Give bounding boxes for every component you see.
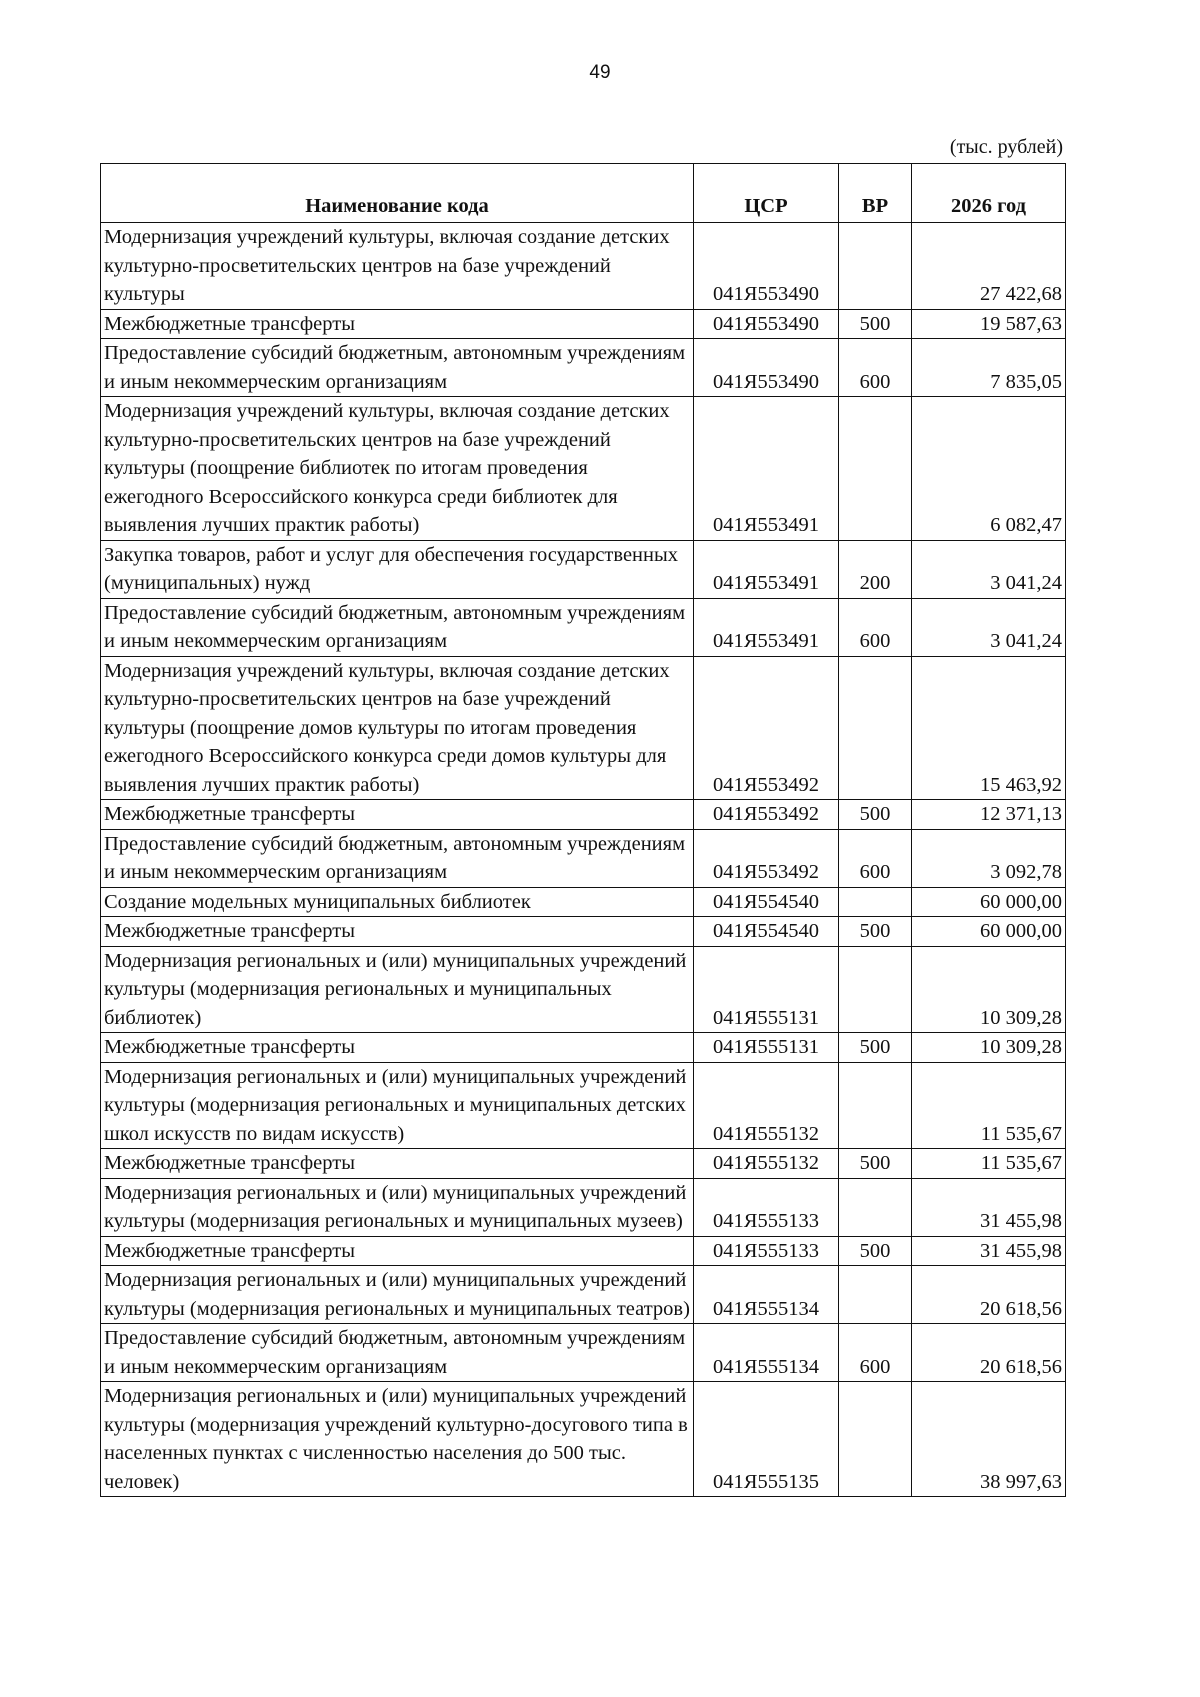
cell-name: Предоставление субсидий бюджетным, автономным учреждениям и иным некоммерческим организациям	[101, 598, 694, 656]
cell-vr	[839, 656, 912, 800]
cell-name: Межбюджетные трансферты	[101, 1149, 694, 1179]
cell-amount: 31 455,98	[912, 1236, 1066, 1266]
cell-vr	[839, 1382, 912, 1497]
cell-amount: 3 041,24	[912, 540, 1066, 598]
cell-name: Модернизация региональных и (или) муниципальных учреждений культуры (модернизация региональных и муниципальных музеев)	[101, 1178, 694, 1236]
cell-vr	[839, 223, 912, 310]
cell-vr: 600	[839, 829, 912, 887]
table-row	[101, 1149, 1066, 1179]
page-number: 49	[589, 62, 611, 83]
table-body	[101, 223, 1066, 1497]
header-vr: ВР	[839, 164, 912, 223]
table-row	[101, 540, 1066, 598]
cell-csr: 041Я553491	[694, 397, 839, 541]
header-csr: ЦСР	[694, 164, 839, 223]
table-row	[101, 1266, 1066, 1324]
table-row	[101, 223, 1066, 310]
cell-csr: 041Я555134	[694, 1266, 839, 1324]
table-row	[101, 829, 1066, 887]
table-row	[101, 1062, 1066, 1149]
cell-name: Модернизация учреждений культуры, включая создание детских культурно-просветительских центров на базе учреждений культуры (поощрение домов культуры по итогам проведения ежегодного Всероссийского конкурса среди домов культуры для выявления лучших практик работы)	[101, 656, 694, 800]
cell-vr: 600	[839, 339, 912, 397]
header-name: Наименование кода	[101, 164, 694, 223]
cell-amount: 20 618,56	[912, 1266, 1066, 1324]
budget-table	[100, 163, 1066, 1497]
cell-csr: 041Я555132	[694, 1149, 839, 1179]
cell-csr: 041Я555133	[694, 1178, 839, 1236]
cell-csr: 041Я555135	[694, 1382, 839, 1497]
table-row	[101, 1178, 1066, 1236]
cell-name: Межбюджетные трансферты	[101, 917, 694, 947]
cell-amount: 11 535,67	[912, 1149, 1066, 1179]
cell-amount: 15 463,92	[912, 656, 1066, 800]
cell-csr: 041Я555132	[694, 1062, 839, 1149]
cell-amount: 38 997,63	[912, 1382, 1066, 1497]
table-row	[101, 339, 1066, 397]
cell-vr: 500	[839, 309, 912, 339]
cell-csr: 041Я554540	[694, 917, 839, 947]
cell-name: Межбюджетные трансферты	[101, 1236, 694, 1266]
cell-vr: 600	[839, 598, 912, 656]
cell-name: Предоставление субсидий бюджетным, автономным учреждениям и иным некоммерческим организациям	[101, 1324, 694, 1382]
cell-vr	[839, 946, 912, 1033]
cell-name: Модернизация учреждений культуры, включая создание детских культурно-просветительских центров на базе учреждений культуры (поощрение библиотек по итогам проведения ежегодного Всероссийского конкурса среди библиотек для выявления лучших практик работы)	[101, 397, 694, 541]
cell-vr	[839, 1266, 912, 1324]
cell-amount: 7 835,05	[912, 339, 1066, 397]
cell-name: Модернизация учреждений культуры, включая создание детских культурно-просветительских центров на базе учреждений культуры	[101, 223, 694, 310]
cell-csr: 041Я555131	[694, 1033, 839, 1063]
cell-vr: 500	[839, 1236, 912, 1266]
cell-csr: 041Я555133	[694, 1236, 839, 1266]
table-row	[101, 1236, 1066, 1266]
table-row	[101, 800, 1066, 830]
cell-name: Межбюджетные трансферты	[101, 800, 694, 830]
cell-csr: 041Я553491	[694, 540, 839, 598]
cell-amount: 60 000,00	[912, 887, 1066, 917]
table-row	[101, 309, 1066, 339]
table-row	[101, 1382, 1066, 1497]
header-amount: 2026 год	[912, 164, 1066, 223]
cell-csr: 041Я553490	[694, 223, 839, 310]
table-header-row	[101, 164, 1066, 223]
cell-vr: 600	[839, 1324, 912, 1382]
cell-amount: 31 455,98	[912, 1178, 1066, 1236]
cell-amount: 60 000,00	[912, 917, 1066, 947]
cell-name: Модернизация региональных и (или) муниципальных учреждений культуры (модернизация региональных и муниципальных библиотек)	[101, 946, 694, 1033]
cell-csr: 041Я553492	[694, 656, 839, 800]
cell-vr	[839, 1062, 912, 1149]
cell-csr: 041Я553490	[694, 309, 839, 339]
table-row	[101, 656, 1066, 800]
cell-amount: 11 535,67	[912, 1062, 1066, 1149]
table-row	[101, 598, 1066, 656]
cell-name: Создание модельных муниципальных библиотек	[101, 887, 694, 917]
cell-name: Предоставление субсидий бюджетным, автономным учреждениям и иным некоммерческим организациям	[101, 829, 694, 887]
cell-csr: 041Я553492	[694, 829, 839, 887]
cell-vr	[839, 887, 912, 917]
cell-name: Закупка товаров, работ и услуг для обеспечения государственных (муниципальных) нужд	[101, 540, 694, 598]
cell-vr: 500	[839, 1149, 912, 1179]
table-row	[101, 887, 1066, 917]
cell-vr: 500	[839, 1033, 912, 1063]
table-row	[101, 1033, 1066, 1063]
table-row	[101, 946, 1066, 1033]
cell-csr: 041Я553491	[694, 598, 839, 656]
cell-name: Межбюджетные трансферты	[101, 309, 694, 339]
cell-name: Модернизация региональных и (или) муниципальных учреждений культуры (модернизация учреждений культурно-досугового типа в населенных пунктах с численностью населения до 500 тыс. человек)	[101, 1382, 694, 1497]
cell-vr: 500	[839, 917, 912, 947]
cell-amount: 3 041,24	[912, 598, 1066, 656]
cell-vr	[839, 1178, 912, 1236]
units-label: (тыс. рублей)	[949, 136, 1063, 158]
cell-vr	[839, 397, 912, 541]
table-row	[101, 1324, 1066, 1382]
cell-amount: 6 082,47	[912, 397, 1066, 541]
cell-csr: 041Я555134	[694, 1324, 839, 1382]
cell-csr: 041Я553490	[694, 339, 839, 397]
cell-amount: 12 371,13	[912, 800, 1066, 830]
cell-name: Межбюджетные трансферты	[101, 1033, 694, 1063]
cell-csr: 041Я553492	[694, 800, 839, 830]
cell-amount: 19 587,63	[912, 309, 1066, 339]
cell-csr: 041Я554540	[694, 887, 839, 917]
table-row	[101, 917, 1066, 947]
cell-name: Модернизация региональных и (или) муниципальных учреждений культуры (модернизация региональных и муниципальных детских школ искусств по видам искусств)	[101, 1062, 694, 1149]
cell-amount: 10 309,28	[912, 946, 1066, 1033]
cell-amount: 27 422,68	[912, 223, 1066, 310]
cell-vr: 200	[839, 540, 912, 598]
cell-csr: 041Я555131	[694, 946, 839, 1033]
cell-name: Предоставление субсидий бюджетным, автономным учреждениям и иным некоммерческим организациям	[101, 339, 694, 397]
table-row	[101, 397, 1066, 541]
cell-amount: 20 618,56	[912, 1324, 1066, 1382]
cell-vr: 500	[839, 800, 912, 830]
cell-name: Модернизация региональных и (или) муниципальных учреждений культуры (модернизация региональных и муниципальных театров)	[101, 1266, 694, 1324]
cell-amount: 10 309,28	[912, 1033, 1066, 1063]
cell-amount: 3 092,78	[912, 829, 1066, 887]
